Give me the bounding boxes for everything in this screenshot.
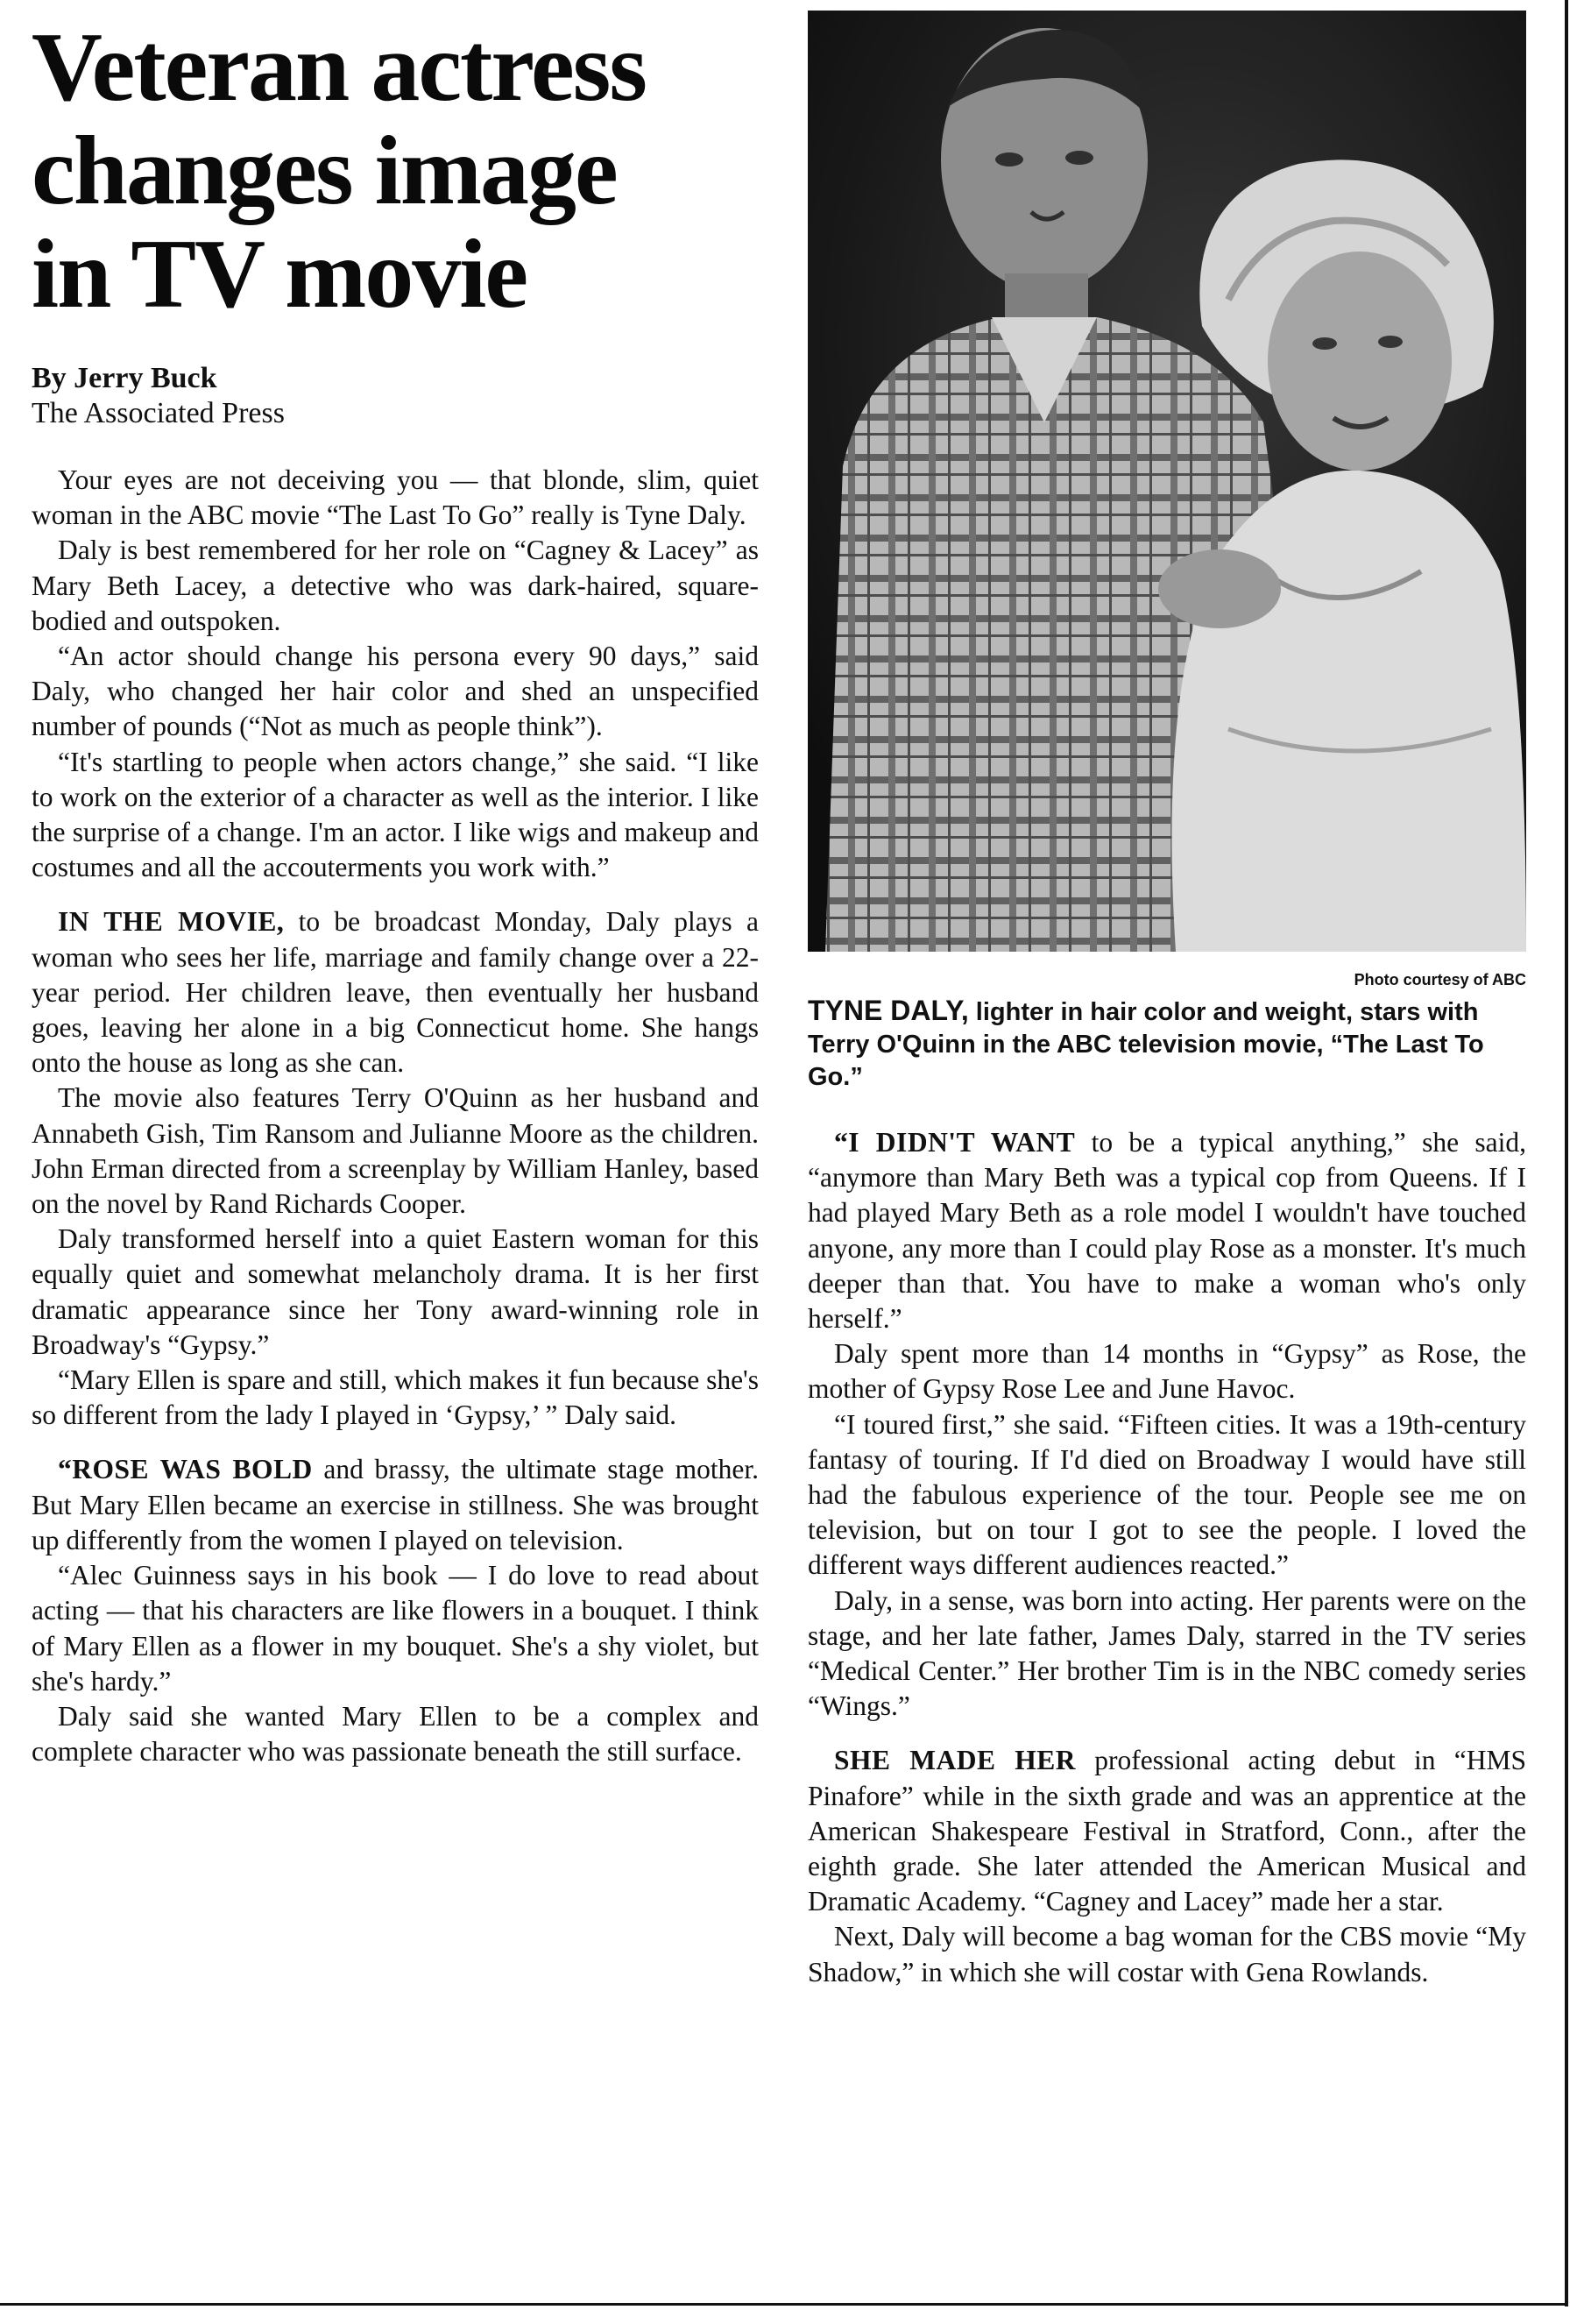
article-paragraph: Daly is best remembered for her role on “Cagney & Lacey” as Mary Beth Lacey, a detective who was dark-haired, square-bodied and outspoken. [32, 535, 759, 636]
article-paragraph: “Alec Guinness says in his book — I do love to read about acting — that his characters are like flowers in a bouquet. I think of Mary Ellen as a flower in my bouquet. She's a shy violet, but she's hardy.” [32, 1560, 759, 1697]
byline [32, 361, 759, 431]
headline [32, 13, 759, 329]
headline-line-1: Veteran actress [32, 13, 646, 122]
article-paragraph: “It's startling to people when actors change,” she said. “I like to work on the exterior of a character as well as the interior. I like the surprise of a change. I'm an actor. I like wigs and makeup and costumes and all the accouterments you work with.” [32, 746, 759, 883]
headline-line-2: changes image [32, 117, 617, 225]
article-paragraph: IN THE MOVIE, to be broadcast Monday, Daly plays a woman who sees her life, marriage and family change over a 22-year period. Her children leave, then eventually her husband goes, leaving her alone in a big Connecticut home. She hangs onto the house as long as she can. [32, 906, 759, 1079]
article-paragraph: “Mary Ellen is spare and still, which makes it fun because she's so different from the lady I played in ‘Gypsy,’ ” Daly said. [32, 1364, 759, 1431]
article-paragraph: Daly said she wanted Mary Ellen to be a complex and complete character who was passionate beneath the still surface. [32, 1700, 759, 1768]
article-paragraph: “I toured first,” she said. “Fifteen cities. It was a 19th-century fantasy of touring. If I'd died on Broadway I would have still had the fabulous experience of the tour. People see me on television, but on tour I got to see the people. I loved the different ways different audiences reacted.” [808, 1408, 1526, 1581]
headline-line-3: in TV movie [32, 220, 527, 329]
article-paragraph: Next, Daly will become a bag woman for the CBS movie “My Shadow,” in which she will costar with Gena Rowlands. [808, 1921, 1526, 1987]
left-body-text [32, 463, 759, 1769]
section-lead-in: “I DIDN'T WANT [834, 1127, 1076, 1158]
article-photo [808, 11, 1526, 952]
frame-rule-bottom [0, 2303, 1568, 2306]
article-paragraph: “An actor should change his persona every 90 days,” said Daly, who changed her hair color and shed an unspecified number of pounds (“Not as much as people think”). [32, 641, 759, 742]
caption-lead-in: TYNE DALY, [808, 995, 969, 1026]
right-column [808, 0, 1526, 1990]
right-body-text [808, 1125, 1526, 1990]
article-paragraph: Daly spent more than 14 months in “Gypsy” as Rose, the mother of Gypsy Rose Lee and June Havoc. [808, 1338, 1526, 1405]
photo-illustration [808, 11, 1526, 952]
photo-credit: Photo courtesy of ABC [1354, 971, 1526, 988]
article-paragraph: Daly transformed herself into a quiet Eastern woman for this equally quiet and somewhat melancholy drama. It is her first dramatic appearance since her Tony award-winning role in Broadway's “Gypsy.” [32, 1223, 759, 1360]
section-lead-in: “ROSE WAS BOLD [58, 1454, 313, 1485]
article-paragraph: Daly, in a sense, was born into acting. Her parents were on the stage, and her late father, James Daly, starred in the TV series “Medical Center.” Her brother Tim is in the NBC comedy series “Wings.” [808, 1584, 1526, 1722]
article-paragraph: SHE MADE HER professional acting debut in “HMS Pinafore” while in the sixth grade and was an apprentice at the American Shakespeare Festival in Stratford, Conn., after the eighth grade. She later attended the American Musical and Dramatic Academy. “Cagney and Lacey” made her a star. [808, 1745, 1527, 1917]
frame-rule-right [1565, 0, 1568, 2306]
article-paragraph: “ROSE WAS BOLD and brassy, the ultimate stage mother. But Mary Ellen became an exercise in stillness. She was brought up differently from the women I played on television. [32, 1454, 759, 1555]
byline-author: By Jerry Buck [32, 362, 217, 394]
byline-organization: The Associated Press [32, 397, 285, 429]
section-lead-in: IN THE MOVIE, [58, 906, 285, 938]
photo-caption [808, 995, 1526, 1094]
article-paragraph: Your eyes are not deceiving you — that blonde, slim, quiet woman in the ABC movie “The Last To Go” really is Tyne Daly. [32, 464, 759, 531]
left-column [32, 0, 759, 1769]
article-paragraph: The movie also features Terry O'Quinn as her husband and Annabeth Gish, Tim Ransom and Julianne Moore as the children. John Erman directed from a screenplay by William Hanley, based on the novel by Rand Richards Cooper. [32, 1082, 759, 1220]
section-lead-in: SHE MADE HER [834, 1745, 1077, 1776]
article-paragraph: “I DIDN'T WANT to be a typical anything,” she said, “anymore than Mary Beth was a typical cop from Queens. If I had played Mary Beth as a role model I wouldn't have touched anyone, any more than I could play Rose as a monster. It's much deeper than that. You have to make a woman who's only herself.” [808, 1127, 1526, 1335]
caption-text: lighter in hair color and weight, stars with Terry O'Quinn in the ABC television movie, “The Last To Go.” [808, 998, 1484, 1091]
